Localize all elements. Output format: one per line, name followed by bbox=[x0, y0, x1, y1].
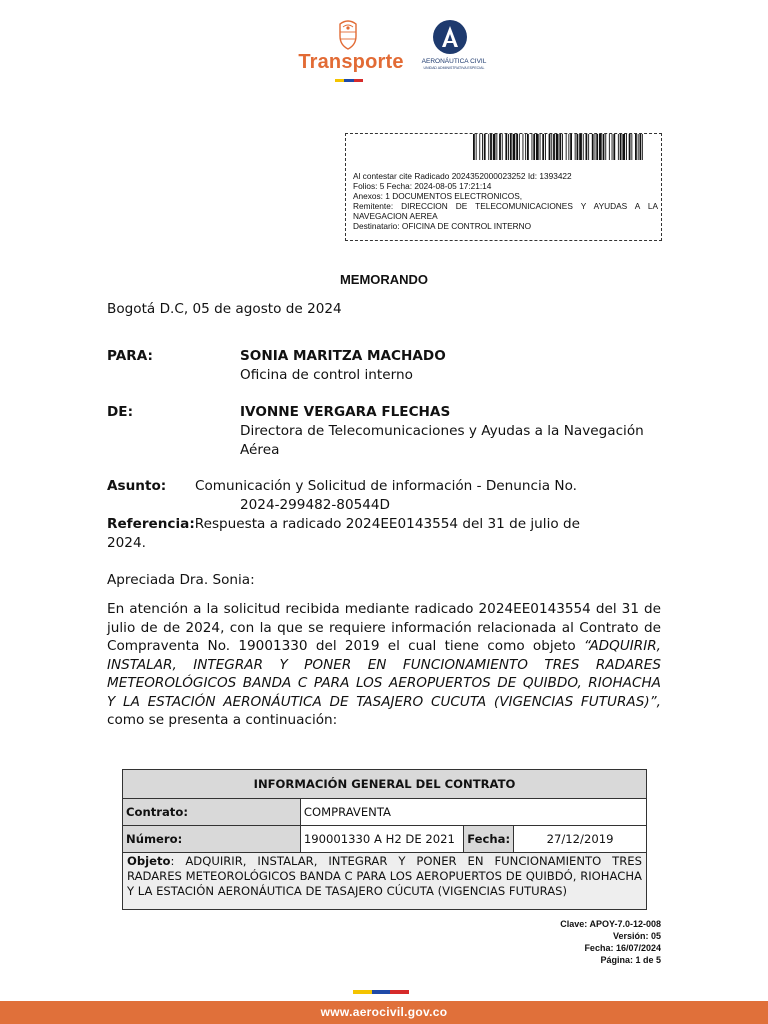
table-row bbox=[123, 770, 647, 799]
asunto-text-continued: 2024-299482-80544D bbox=[240, 497, 391, 513]
paragraph-line: INSTALAR, INTEGRAR Y PONER EN FUNCIONAMIENTO TRES RADARES bbox=[107, 656, 661, 673]
objeto-cell bbox=[123, 853, 647, 910]
flag-stripe bbox=[335, 79, 363, 82]
paragraph-line: julio de de 2024, con la que se requiere información relacionada al Contrato de bbox=[107, 619, 661, 636]
contrato-value: COMPRAVENTA bbox=[300, 799, 646, 826]
table-header: INFORMACIÓN GENERAL DEL CONTRATO bbox=[123, 770, 647, 799]
stamp-line: NAVEGACION AEREA bbox=[353, 211, 438, 221]
aerocivil-name: AERONÁUTICA CIVIL bbox=[421, 58, 487, 65]
fecha-label: Fecha: bbox=[464, 826, 514, 853]
referencia bbox=[107, 515, 597, 552]
aerocivil-subtitle: UNIDAD ADMINISTRATIVA ESPECIAL bbox=[423, 66, 485, 70]
clave: Clave: APOY-7.0-12-008 bbox=[560, 919, 661, 929]
table-row bbox=[123, 853, 647, 910]
radicado-stamp bbox=[345, 133, 662, 241]
footer-bar bbox=[0, 1001, 768, 1024]
aerocivil-a-icon bbox=[432, 19, 468, 55]
referencia-text: Respuesta a radicado 2024EE0143554 del 31 de julio de 2024. bbox=[107, 516, 580, 551]
ministry-transporte-logo bbox=[296, 18, 406, 84]
ministry-name: Transporte bbox=[298, 51, 404, 73]
stamp-line: Destinatario: OFICINA DE CONTROL INTERNO bbox=[353, 221, 532, 231]
numero-value: 190001330 A H2 DE 2021 bbox=[300, 826, 463, 853]
version: Versión: 05 bbox=[612, 931, 661, 941]
recipient-name: SONIA MARITZA MACHADO bbox=[240, 348, 446, 364]
stamp-line: Remitente: DIRECCION DE TELECOMUNICACIONES Y AYUDAS A LA bbox=[353, 201, 658, 211]
numero-label: Número: bbox=[123, 826, 301, 853]
paragraph-line: En atención a la solicitud recibida mediante radicado 2024EE0143554 del 31 de bbox=[107, 601, 661, 617]
sender-name: IVONNE VERGARA FLECHAS bbox=[240, 404, 451, 420]
de-label: DE: bbox=[107, 404, 134, 420]
date-line: Bogotá D.C, 05 de agosto de 2024 bbox=[107, 301, 342, 317]
fecha-value: 27/12/2019 bbox=[514, 826, 647, 853]
objeto-value: : ADQUIRIR, INSTALAR, INTEGRAR Y PONER EN FUNCIONAMIENTO TRES RADARES METEOROLÓGICOS BANDA C PARA LOS AEROPUERTOS DE QUIBDÓ, RIOHACHA Y LA ESTACIÓN AERONÁUTICA DE TASAJERO CÚCUTA (VIGENCIAS FUTURAS) bbox=[127, 854, 642, 898]
paragraph-line bbox=[107, 637, 661, 656]
para-label: PARA: bbox=[107, 348, 153, 364]
meta-fecha: Fecha: 16/07/2024 bbox=[584, 943, 661, 953]
stamp-text bbox=[353, 171, 658, 231]
referencia-label: Referencia: bbox=[107, 516, 195, 532]
asunto-label: Asunto: bbox=[107, 478, 167, 494]
colombia-crest-icon bbox=[336, 18, 360, 50]
paragraph-segment: Compraventa No. 19001330 del 2019 el cual tiene como objeto bbox=[107, 638, 584, 654]
contract-info-table bbox=[122, 769, 647, 910]
stamp-line: Folios: 5 Fecha: 2024-08-05 17:21:14 bbox=[353, 181, 492, 191]
stamp-line: Al contestar cite Radicado 2024352000023252 Id: 1393422 bbox=[353, 171, 572, 181]
paragraph-line: como se presenta a continuación: bbox=[107, 712, 338, 728]
recipient-office: Oficina de control interno bbox=[240, 367, 413, 383]
table-row bbox=[123, 826, 647, 853]
sender-office: Directora de Telecomunicaciones y Ayudas a la Navegación Aérea bbox=[240, 423, 644, 458]
page-number: Página: 1 de 5 bbox=[600, 955, 661, 965]
barcode-icon bbox=[473, 134, 643, 160]
footer-url[interactable]: www.aerocivil.gov.co bbox=[320, 1005, 448, 1019]
asunto-text: Comunicación y Solicitud de información - Denuncia No. bbox=[195, 478, 577, 494]
salutation: Apreciada Dra. Sonia: bbox=[107, 572, 255, 588]
footer-flag-stripe bbox=[353, 990, 409, 994]
objeto-label: Objeto bbox=[127, 854, 171, 868]
table-row bbox=[123, 799, 647, 826]
memo-title: MEMORANDO bbox=[339, 272, 429, 287]
aerocivil-logo bbox=[414, 18, 494, 78]
document-metadata bbox=[560, 918, 661, 966]
contract-object-quote: “ADQUIRIR, bbox=[583, 638, 661, 654]
paragraph-line: Y LA ESTACIÓN AERONÁUTICA DE TASAJERO CUCUTA (VIGENCIAS FUTURAS)”, bbox=[107, 693, 661, 710]
paragraph-line: METEOROLÓGICOS BANDA C PARA LOS AEROPUERTOS DE QUIBDO, RIOHACHA bbox=[107, 675, 661, 691]
contrato-label: Contrato: bbox=[123, 799, 301, 826]
stamp-line: Anexos: 1 DOCUMENTOS ELECTRONICOS, bbox=[353, 191, 523, 201]
body-paragraph bbox=[107, 600, 661, 730]
